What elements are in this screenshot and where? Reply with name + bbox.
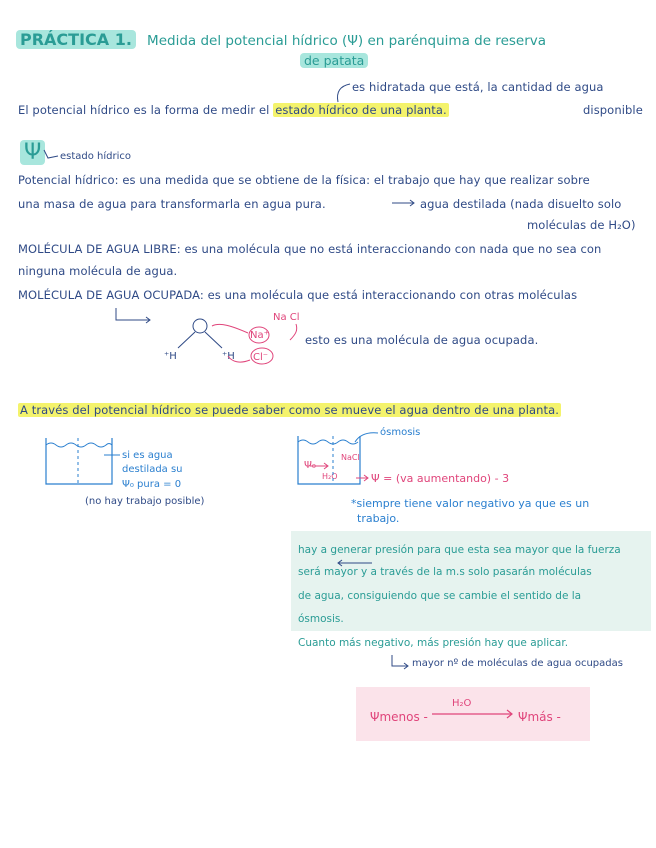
title-line2: de patata bbox=[300, 53, 368, 68]
title-line1: Medida del potencial hídrico (Ψ) en parénquima de reserva bbox=[147, 33, 547, 49]
occupied-water-line: MOLÉCULA DE AGUA OCUPADA: es una molécula que está interaccionando con otras moléculas bbox=[18, 288, 578, 302]
nacl-label: Na Cl bbox=[273, 312, 300, 323]
intro-before: El potencial hídrico es la forma de medir el bbox=[18, 103, 270, 117]
definition-line-1: Potencial hídrico: es una medida que se obtiene de la física: el trabajo que hay que realizar sobre bbox=[18, 173, 590, 187]
cl-attraction-arrow bbox=[228, 356, 250, 362]
beaker1-note-4: (no hay trabajo posible) bbox=[85, 496, 205, 507]
beaker1-note-2: destilada su bbox=[122, 464, 183, 475]
molecule-caption: esto es una molécula de agua ocupada. bbox=[305, 333, 539, 347]
intro-arrow bbox=[338, 84, 351, 102]
bond-right bbox=[205, 332, 222, 348]
beaker2-nacl: NaCl bbox=[341, 453, 360, 462]
pressure-line-2: será mayor y a través de la m.s solo pasarán moléculas bbox=[298, 566, 592, 578]
cl-circle bbox=[251, 348, 273, 364]
statement: A través del potencial hídrico se puede saber como se mueve el agua dentro de una planta. bbox=[20, 403, 560, 417]
beaker2-h2o: H₂O bbox=[322, 472, 338, 481]
flow-left: Ψmenos - bbox=[370, 710, 428, 724]
intro-annotation: es hidratada que está, la cantidad de agua bbox=[352, 80, 604, 94]
beaker1-note-3: Ψ₀ pura = 0 bbox=[122, 479, 182, 490]
pressure-line-5: Cuanto más negativo, más presión hay que aplicar. bbox=[298, 637, 569, 649]
pressure-line-1: hay a generar presión para que esta sea mayor que la fuerza bbox=[298, 544, 621, 556]
cl-ion: Cl⁻ bbox=[253, 352, 269, 363]
definition-line-2: una masa de agua para transformarla en agua pura. bbox=[18, 197, 326, 211]
always-negative-1: *siempre tiene valor negativo ya que es un bbox=[351, 497, 590, 510]
title-prefix: PRÁCTICA 1. bbox=[16, 30, 136, 49]
oxygen-atom bbox=[193, 319, 207, 333]
flow-h2o: H₂O bbox=[452, 698, 472, 709]
na-attraction-arrow bbox=[212, 324, 248, 333]
bond-left bbox=[178, 332, 195, 348]
beaker-osmosis bbox=[298, 433, 378, 484]
psi-symbol: Ψ bbox=[20, 140, 45, 165]
h-right: ⁺H bbox=[222, 351, 235, 362]
flow-right: Ψmás - bbox=[518, 710, 561, 724]
pressure-line-3: de agua, consiguiendo que se cambie el sentido de la bbox=[298, 590, 582, 602]
occupied-arrow bbox=[116, 308, 150, 320]
psi-arrow bbox=[44, 150, 58, 158]
free-water-line-2: ninguna molécula de agua. bbox=[18, 264, 178, 278]
intro-highlight: estado hídrico de una planta. bbox=[275, 103, 447, 117]
pura-note-2: moléculas de H₂O) bbox=[527, 218, 636, 232]
beaker2-psi0: Ψ₀ bbox=[304, 460, 316, 471]
psi-label: estado hídrico bbox=[60, 151, 132, 162]
psi-formula: Ψ = (va aumentando) - 3 bbox=[371, 472, 510, 485]
beaker-distilled bbox=[46, 438, 120, 484]
beaker1-note-1: si es agua bbox=[122, 450, 173, 461]
pressure-note: mayor nº de moléculas de agua ocupadas bbox=[412, 658, 623, 669]
na-circle bbox=[249, 327, 269, 343]
free-water-line-1: MOLÉCULA DE AGUA LIBRE: es una molécula que no está interaccionando con nada que no sea con bbox=[18, 242, 602, 256]
pressure-line-4: ósmosis. bbox=[298, 613, 344, 625]
pura-note-1: agua destilada (nada disuelto solo bbox=[420, 197, 622, 211]
osmosis-label: ósmosis bbox=[380, 427, 421, 438]
na-ion: Na⁺ bbox=[250, 330, 269, 341]
always-negative-2: trabajo. bbox=[357, 512, 400, 525]
intro-after: disponible bbox=[583, 103, 643, 117]
h-left: ⁺H bbox=[164, 351, 177, 362]
